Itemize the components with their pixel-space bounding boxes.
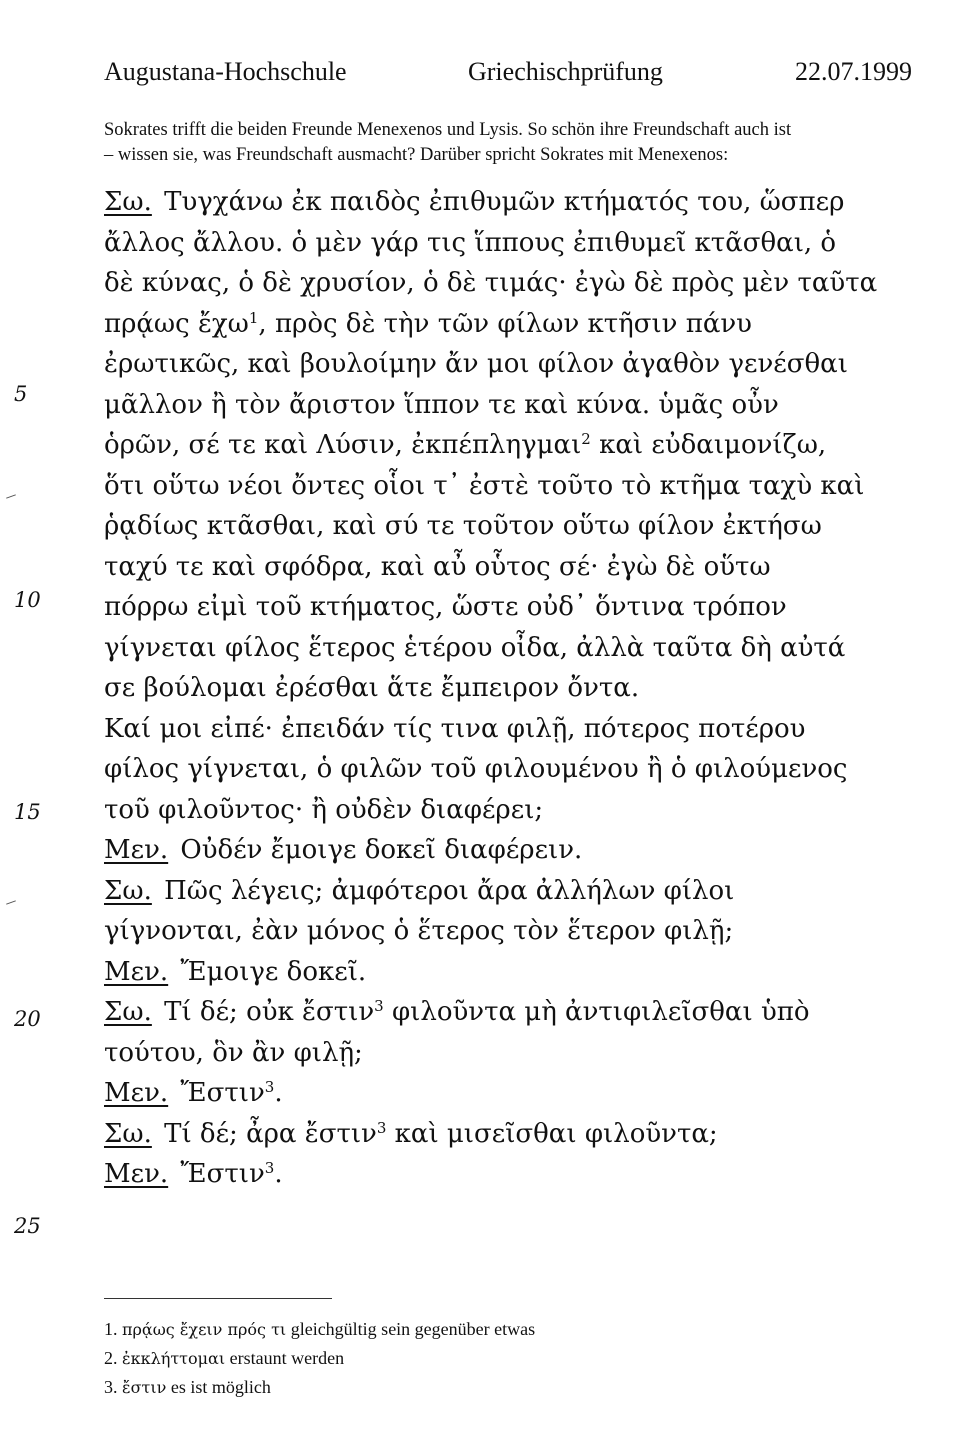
speaker-label: Σω. <box>104 1118 152 1149</box>
exam-date: 22.07.1999 <box>795 57 912 86</box>
footnote <box>104 1315 535 1344</box>
line-text: Ἔστιν <box>172 1159 265 1189</box>
text-line <box>104 1073 934 1114</box>
greek-passage <box>104 182 934 1195</box>
text-line: γίγνονται, ἐὰν μόνος ὁ ἕτερος τὸν ἕτερον φιλῇ; <box>104 916 734 946</box>
text-line: ὅτι οὕτω νέοι ὄντες οἷοι τ᾽ ἐστὲ τοῦτο τὸ κτῆμα ταχὺ καὶ <box>104 470 865 501</box>
line-number: 15 <box>14 800 41 824</box>
footnote-marker: 3 <box>376 1118 387 1137</box>
exam-title: Griechischprüfung <box>468 57 663 86</box>
line-text: Πῶς λέγεις; ἀμφότεροι ἄρα ἀλλήλων φίλοι <box>155 875 735 906</box>
footnote-divider <box>104 1298 332 1299</box>
footnotes <box>104 1315 535 1402</box>
line-number: 20 <box>14 1007 41 1031</box>
footnote-number: 1. <box>104 1319 118 1339</box>
line-text: . <box>274 1159 283 1189</box>
speaker-label: Σω. <box>104 187 152 217</box>
line-text: , πρὸς δὲ τὴν τῶν φίλων κτῆσιν πάνυ <box>258 308 752 339</box>
text-line: τοῦ φιλοῦντος· ἢ οὐδὲν διαφέρει; <box>104 794 544 825</box>
text-line: πόρρω εἰμὶ τοῦ κτήματος, ὥστε οὐδ᾽ ὅντινα τρόπον <box>104 592 787 622</box>
footnote-number: 2. <box>104 1348 118 1368</box>
text-line <box>104 182 934 223</box>
line-text: πρᾴως ἔχω <box>104 308 249 339</box>
text-line: Καί μοι εἰπέ· ἐπειδάν τίς τινα φιλῇ, πότερος ποτέρου <box>104 713 806 744</box>
footnote <box>104 1373 535 1402</box>
line-text: καὶ εὐδαιμονίζω, <box>590 430 827 460</box>
text-line: σε βούλομαι ἐρέσθαι ἅτε ἔμπειρον ὄντα. <box>104 673 640 703</box>
footnote <box>104 1344 535 1373</box>
margin-mark <box>6 494 16 498</box>
line-number: 10 <box>14 588 41 612</box>
footnote-translation: erstaunt werden <box>229 1348 345 1368</box>
line-text: φιλοῦντα μὴ ἀντιφιλεῖσθαι ὑπὸ <box>383 997 810 1027</box>
text-line: ἄλλος ἄλλου. ὁ μὲν γάρ τις ἵππους ἐπιθυμεῖ κτᾶσθαι, ὁ <box>104 227 837 258</box>
speaker-label: Σω. <box>104 997 152 1027</box>
text-line <box>104 952 934 993</box>
speaker-label: Μεν. <box>104 1159 169 1189</box>
intro-text <box>104 118 924 168</box>
footnote-marker: 3 <box>264 1159 275 1177</box>
line-text: Τί δέ; οὐκ ἔστιν <box>155 997 375 1027</box>
text-line: δὲ κύνας, ὁ δὲ χρυσίον, ὁ δὲ τιμάς· ἐγὼ δὲ πρὸς μὲν ταῦτα <box>104 268 878 298</box>
footnote-marker: 2 <box>581 430 591 448</box>
line-number: 5 <box>14 382 28 406</box>
text-line: ῥᾳδίως κτᾶσθαι, καὶ σύ τε τοῦτον οὕτω φίλον ἐκτήσω <box>104 511 822 541</box>
speaker-label: Μεν. <box>104 835 169 865</box>
margin-mark <box>6 900 16 904</box>
school-name: Augustana-Hochschule <box>104 57 347 86</box>
line-text: Οὐδέν ἔμοιγε δοκεῖ διαφέρειν. <box>172 835 583 865</box>
footnote-greek: ἐκκλήττομαι <box>122 1349 226 1368</box>
text-line: ἐρωτικῶς, καὶ βουλοίμην ἄν μοι φίλον ἀγαθὸν γενέσθαι <box>104 349 848 379</box>
line-text: Ἔστιν <box>172 1078 265 1108</box>
footnote-greek: πρᾴως ἔχειν πρός τι <box>122 1320 287 1339</box>
intro-line: – wissen sie, was Freundschaft ausmacht? Darüber spricht Sokrates mit Menexenos: <box>104 145 729 165</box>
text-line <box>104 304 934 345</box>
footnote-number: 3. <box>104 1377 118 1397</box>
footnote-translation: es ist möglich <box>170 1377 271 1397</box>
text-line: μᾶλλον ἢ τὸν ἄριστον ἵππον τε καὶ κύνα. ὑμᾶς οὖν <box>104 389 779 420</box>
text-line: φίλος γίγνεται, ὁ φιλῶν τοῦ φιλουμένου ἢ ὁ φιλούμενος <box>104 754 848 784</box>
line-text: Τί δέ; ἆρα ἔστιν <box>155 1118 377 1149</box>
footnote-marker: 3 <box>374 997 384 1015</box>
speaker-label: Μεν. <box>104 956 169 987</box>
text-line <box>104 1154 934 1195</box>
line-text: καὶ μισεῖσθαι φιλοῦντα; <box>386 1118 718 1149</box>
footnote-marker: 1 <box>248 308 259 327</box>
text-line: γίγνεται φίλος ἕτερος ἑτέρου οἶδα, ἀλλὰ ταῦτα δὴ αὐτά <box>104 632 846 663</box>
line-text: . <box>274 1078 283 1108</box>
footnote-greek: ἔστιν <box>122 1378 167 1397</box>
text-line <box>104 1114 934 1155</box>
speaker-label: Σω. <box>104 875 152 906</box>
speaker-label: Μεν. <box>104 1078 169 1108</box>
footnote-marker: 3 <box>264 1078 275 1096</box>
text-line <box>104 425 934 466</box>
footnote-translation: gleichgültig sein gegenüber etwas <box>290 1319 536 1339</box>
line-text: Τυγχάνω ἐκ παιδὸς ἐπιθυμῶν κτήματός του, ὥσπερ <box>155 187 845 217</box>
intro-line: Sokrates trifft die beiden Freunde Menexenos und Lysis. So schön ihre Freundschaft auch ist <box>104 120 792 140</box>
text-line <box>104 830 934 871</box>
line-number: 25 <box>14 1214 41 1238</box>
text-line: ταχύ τε καὶ σφόδρα, καὶ αὖ οὗτος σέ· ἐγὼ δὲ οὕτω <box>104 551 771 582</box>
document-header <box>104 54 912 90</box>
text-line <box>104 871 934 912</box>
line-text: ὁρῶν, σέ τε καὶ Λύσιν, ἐκπέπληγμαι <box>104 430 582 460</box>
text-line: τούτου, ὃν ἂν φιλῇ; <box>104 1037 363 1068</box>
text-line <box>104 992 934 1033</box>
line-text: Ἔμοιγε δοκεῖ. <box>172 956 367 987</box>
